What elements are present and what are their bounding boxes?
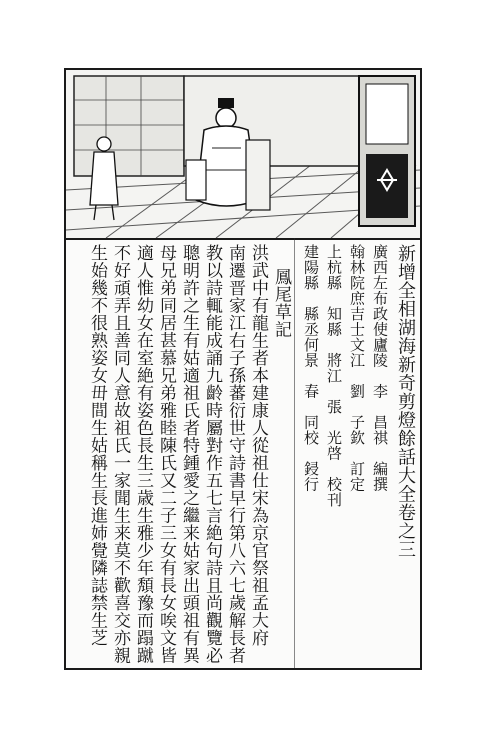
- body-line: 適人惟幼女在室絶有姿色長生三歳生雅少年頽豫而蹋蹴: [133, 244, 153, 664]
- compiler-line-3: 上杭縣 知縣 將江 張 光啓 校刊: [325, 244, 343, 508]
- illustration-drawing: [66, 70, 420, 238]
- body-line: 不好頑弄且善同人意故祖氏一家聞生来莫不歡喜交亦親: [110, 244, 130, 664]
- page-frame: [64, 68, 422, 670]
- text-area: [66, 238, 420, 668]
- body-line: 母兄弟同居甚慕兄弟雅睦陳氏又二子三女有長女唉文皆: [156, 244, 176, 664]
- body-line: 聰明許之生有姑適祖氏者特鍾愛之繼来姑家出頭祖有異: [179, 244, 199, 664]
- column-divider: [294, 238, 295, 668]
- compiler-line-1: 廣西左布政使廬陵 李 昌祺 編撰: [371, 244, 389, 492]
- body-line: 生始幾不很熟姿女毌間生姑稱生長進姉覺隣誌禁生芝: [87, 244, 107, 647]
- compiler-line-2: 翰林院庶吉士文江 劉 子欽 訂定: [348, 244, 366, 492]
- chapter-title: 鳳尾草記: [271, 268, 291, 338]
- body-line: 教以詩輒能成誦九齡時屬對作五七言絶句詩且尚觀覽必: [202, 244, 222, 664]
- body-line: 南遷晋家江右子孫蕃衍世守詩書早行第八六七歲解長者: [225, 244, 245, 664]
- volume-title: 新增全相湖海新奇剪燈餘話大全卷之三: [395, 244, 416, 559]
- compiler-line-4: 建陽縣 縣丞何景 春 同校 鋟行: [302, 244, 320, 492]
- body-line: 洪武中有龍生者本建康人從祖仕宋為京官祭祖孟大府: [248, 244, 268, 647]
- woodblock-illustration: [66, 70, 420, 240]
